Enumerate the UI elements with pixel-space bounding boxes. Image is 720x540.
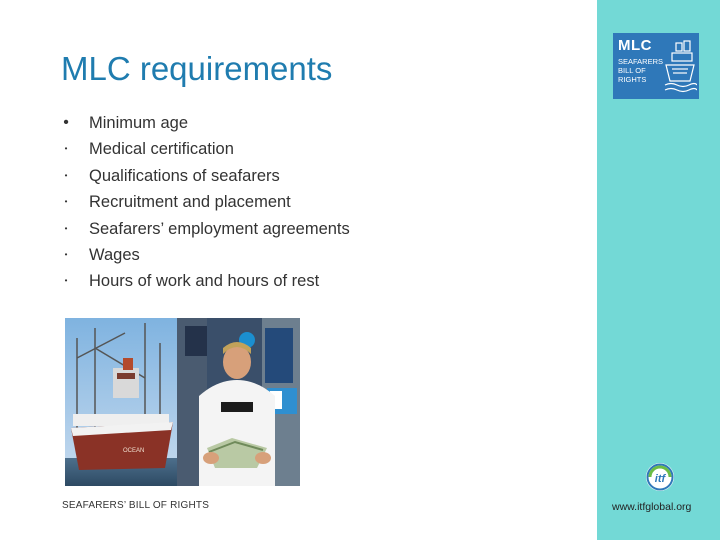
bullet-icon: •: [64, 223, 68, 233]
list-item: [60, 136, 350, 162]
list-item: [60, 242, 350, 268]
list-item-text: Wages: [89, 245, 140, 264]
list-item: [60, 110, 350, 136]
seafarer-photo: [177, 318, 300, 486]
logo-line-3: RIGHTS: [618, 75, 647, 84]
logo-title: MLC: [618, 37, 652, 54]
list-item-text: Recruitment and placement: [89, 193, 291, 212]
list-item-text: Medical certification: [89, 140, 234, 159]
mlc-logo: [613, 33, 699, 99]
bullet-icon: •: [64, 249, 68, 259]
bullet-icon: •: [64, 197, 68, 207]
footer-label: SEAFARERS’ BILL OF RIGHTS: [62, 500, 210, 511]
list-item-text: Minimum age: [89, 114, 189, 132]
list-item: [60, 189, 350, 215]
page-title: MLC requirements: [61, 50, 333, 87]
list-item-text: Hours of work and hours of rest: [89, 272, 320, 291]
list-item: [60, 163, 350, 189]
list-item: [60, 216, 350, 242]
bullet-icon: •: [63, 114, 69, 131]
itf-logo-icon: [645, 462, 675, 492]
bullet-icon: •: [64, 144, 68, 154]
bullet-icon: •: [64, 276, 68, 286]
ship-icon: [663, 37, 697, 95]
svg-text:OCEAN: OCEAN: [123, 448, 145, 454]
logo-line-1: SEAFARERS: [618, 57, 664, 66]
requirements-list: [60, 110, 350, 295]
logo-subtitle: [618, 57, 663, 84]
bullet-icon: •: [64, 170, 68, 180]
website-link[interactable]: www.itfglobal.org: [612, 501, 692, 513]
list-item-text: Seafarers’ employment agreements: [89, 219, 350, 238]
ship-photo: [65, 318, 177, 486]
logo-line-2: BILL OF: [618, 66, 646, 75]
list-item-text: Qualifications of seafarers: [89, 166, 280, 185]
svg-text:itf: itf: [654, 473, 666, 485]
list-item: [60, 268, 350, 294]
